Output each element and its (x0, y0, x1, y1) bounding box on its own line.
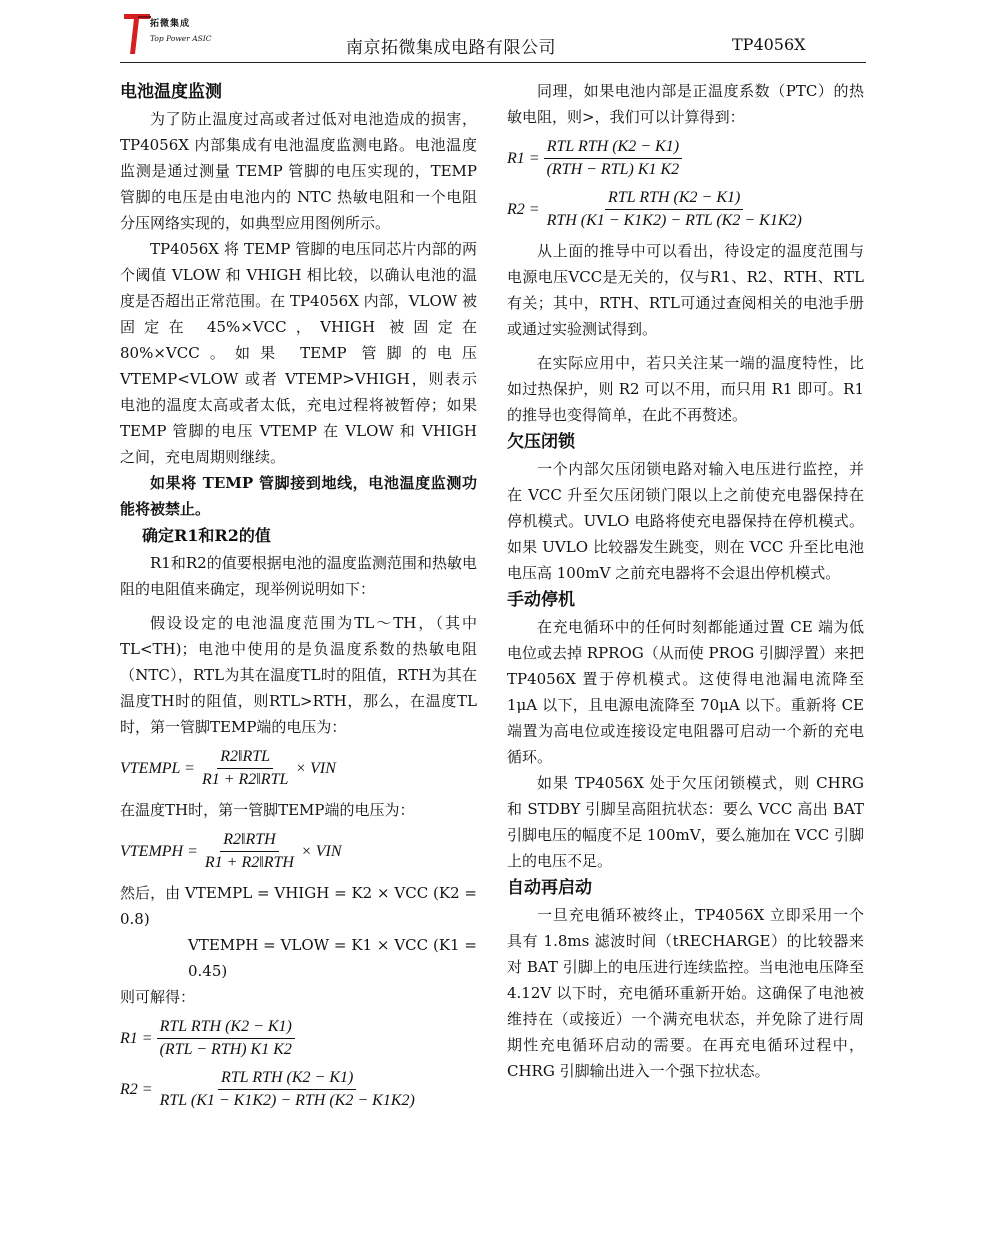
logo-english-text: Top Power ASIC (150, 34, 212, 43)
equation-r2 (120, 1067, 477, 1112)
eq-tail: × VIN (295, 759, 336, 777)
eq-denominator: (RTH − RTL) K1 K2 (546, 161, 680, 178)
eq-denominator: R1 + R2‖RTH (204, 854, 294, 871)
paragraph: 然后，由 VTEMPL = VHIGH = K2 × VCC (K2 = 0.8) (120, 884, 477, 928)
paragraph: 一个内部欠压闭锁电路对输入电压进行监控，并在 VCC 升至欠压闭锁门限以上之前使充电器保持在停机模式。UVLO 电路将使充电器保持在停机模式。如果 UVLO 比较器发生跳变，则在 VCC 升至比电池电压高 100mV 之前充电器将不会退出停机模式。 (507, 460, 864, 582)
eq-denominator: (RTL − RTH) K1 K2 (159, 1041, 292, 1058)
company-logo (122, 10, 242, 56)
paragraph: TP4056X 将 TEMP 管脚的电压同芯片内部的两个阈值 VLOW 和 VHIGH 相比较，以确认电池的温度是否超出正常范围。在 TP4056X 内部，VLOW 被固定在 45%×VCC，VHIGH 被固定在 80%×VCC。如果 TEMP 管脚的电压 VTEMP<VLOW 或者 VTEMP>VHIGH，则表示电池的温度太高或者太低，充电过程将被暂停；如果 TEMP 管脚的电压 VTEMP 在 VLOW 和 VHIGH 之间，充电周期则继续。 (120, 240, 477, 466)
eq-tail: × VIN (300, 842, 342, 860)
paragraph: 假设设定的电池温度范围为TL～TH，（其中TL<TH)；电池中使用的是负温度系数的热敏电阻（NTC），RTL为其在温度TL时的阻值，RTH为其在温度TH时的阻值，则RTL>RTH，那么，在温度TL时，第一管脚TEMP端的电压为： (120, 614, 477, 736)
eq-denominator: RTH (K1 − K1K2) − RTL (K2 − K1K2) (546, 212, 802, 229)
eq-numerator: RTL RTH (K2 − K1) (605, 187, 743, 210)
page-header (120, 8, 866, 63)
eq-numerator: R2‖RTH (220, 829, 279, 852)
equation-vtempl (120, 746, 477, 791)
right-column (507, 78, 864, 1084)
eq-numerator: RTL RTH (K2 − K1) (157, 1016, 295, 1039)
paragraph: 同理，如果电池内部是正温度系数（PTC）的热敏电阻，则>，我们可以计算得到： (507, 82, 864, 126)
paragraph: 则可解得： (120, 988, 196, 1006)
part-number: TP4056X (732, 35, 806, 54)
eq-lhs: R2 = (120, 1080, 153, 1098)
eq-lhs: R1 = (507, 149, 540, 167)
equation-ptc-r1 (507, 136, 864, 181)
eq-denominator: R1 + R2‖RTL (201, 771, 289, 788)
paragraph: 为了防止温度过高或者过低对电池造成的损害，TP4056X 内部集成有电池温度监测电路。电池温度监测是通过测量 TEMP 管脚的电压实现的，TEMP 管脚的电压是由电池内的 NTC 热敏电阻和一个电阻分压网络实现的，如典型应用图例所示。 (120, 110, 477, 232)
section-title-uvlo: 欠压闭锁 (507, 432, 575, 452)
eq-numerator: RTL RTH (K2 − K1) (544, 136, 682, 159)
equation-vtemph (120, 829, 477, 874)
section-title-auto-restart: 自动再启动 (507, 878, 592, 898)
paragraph: VTEMPH = VLOW = K1 × VCC (K1 = 0.45) (188, 936, 477, 980)
eq-denominator: RTL (K1 − K1K2) − RTH (K2 − K1K2) (159, 1092, 415, 1109)
paragraph: 从上面的推导中可以看出，待设定的温度范围与电源电压VCC是无关的，仅与R1、R2、RTH、RTL有关；其中，RTH、RTL可通过查阅相关的电池手册或通过实验测试得到。 (507, 242, 864, 338)
equation-r1 (120, 1016, 477, 1061)
eq-lhs: R2 = (507, 200, 540, 218)
eq-numerator: RTL RTH (K2 − K1) (218, 1067, 356, 1090)
paragraph: 在温度TH时，第一管脚TEMP端的电压为： (120, 801, 415, 819)
company-name: 南京拓微集成电路有限公司 (346, 38, 556, 58)
section-title-r1r2: 确定R1和R2的值 (142, 526, 271, 545)
section-title-manual-stop: 手动停机 (507, 590, 575, 610)
left-column (120, 78, 477, 1118)
paragraph: 在实际应用中，若只关注某一端的温度特性，比如过热保护，则 R2 可以不用，而只用 R1 即可。R1 的推导也变得简单，在此不再赘述。 (507, 354, 864, 424)
equation-ptc-r2 (507, 187, 864, 232)
eq-numerator: R2‖RTL (217, 746, 273, 769)
paragraph: 在充电循环中的任何时刻都能通过置 CE 端为低电位或去掉 RPROG（从而使 PROG 引脚浮置）来把 TP4056X 置于停机模式。这使得电池漏电流降至 1μA 以下，且电源电流降至 70μA 以下。重新将 CE 端置为高电位或连接设定电阻器可启动一个新的充电循环。 (507, 618, 864, 766)
eq-lhs: VTEMPL = (120, 759, 195, 777)
logo-chinese-text: 拓微集成 (150, 19, 191, 29)
paragraph: 如果 TP4056X 处于欠压闭锁模式，则 CHRG 和 STDBY 引脚呈高阻抗状态：要么 VCC 高出 BAT 引脚电压的幅度不足 100mV，要么施加在 VCC 引脚上的电压不足。 (507, 774, 864, 870)
paragraph: R1和R2的值要根据电池的温度监测范围和热敏电阻的电阻值来确定，现举例说明如下： (120, 554, 477, 598)
paragraph: 一旦充电循环被终止，TP4056X 立即采用一个具有 1.8ms 滤波时间（tRECHARGE）的比较器来对 BAT 引脚上的电压进行连续监控。当电池电压降至 4.12V 以下时，充电循环重新开始。这确保了电池被维持在（或接近）一个满充电状态，并免除了进行周期性充电循环启动的需要。在再充电循环过程中，CHRG 引脚输出进入一个强下拉状态。 (507, 906, 864, 1080)
paragraph-bold: 如果将 TEMP 管脚接到地线，电池温度监测功能将被禁止。 (120, 474, 477, 518)
tp-logo-icon (122, 10, 152, 56)
eq-lhs: R1 = (120, 1029, 153, 1047)
eq-lhs: VTEMPH = (120, 842, 198, 860)
section-title-temp: 电池温度监测 (120, 82, 222, 102)
